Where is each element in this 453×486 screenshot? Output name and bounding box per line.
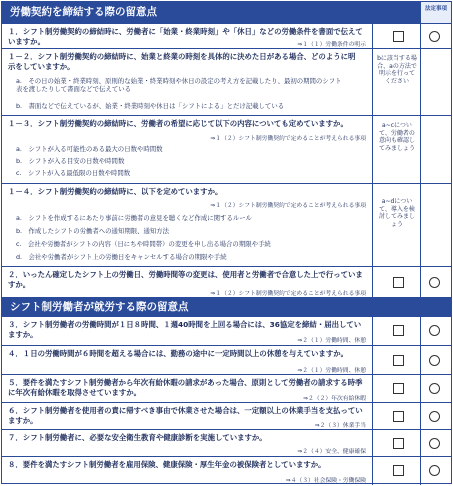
reference: ⇒２（１）労働時間、休憩: [297, 338, 366, 344]
checklist-item-4: ４．１日の労働時間が６時間を超える場合には、勤務の途中に一定時間以上の休憩を与えていますか。 ⇒２（１）労働時間、休憩: [2, 345, 451, 375]
checkbox[interactable]: [393, 325, 404, 336]
divider: [372, 23, 373, 297]
reference: ⇒２（４）安全、健康確保: [297, 449, 366, 455]
checkbox[interactable]: [393, 465, 404, 476]
reference: ⇒１（２）シフト制労働契約で定めることが考えられる事項: [210, 203, 366, 209]
divider: [372, 317, 373, 485]
checklist-item-1-4: １－４．シフト制労働契約の締結時に、以下を定めていますか。 ⇒１（２）シフト制労働契約で定めることが考えられる事項 a. シフトを作成するにあたり事前に労働者の意見を聴くなど作成に関するルール b. 作成したシフトの労働者への通知期限、通知方法 c. 会社や労働者がシフトの内容（日にちや時間帯）の変更を申し出る場合の期限や手続 d. 会社や労働者がシフト上の労働日をキャンセルする場合の期限や手続 a~dについて、導入を検討してみましょう: [2, 183, 451, 267]
divider: [420, 23, 421, 297]
section-title: シフト制労働者が就労する際の留意点: [10, 301, 189, 313]
checklist-sheet: [1, 1, 452, 484]
checkbox[interactable]: [393, 411, 404, 422]
reference: ⇒２（１）労働時間、休憩: [297, 368, 366, 374]
checklist-item-8: ８．要件を満たすシフト制労働者を雇用保険、健康保険・厚生年金の被保険者としていますか。 ⇒４（３）社会保険・労働保険: [2, 456, 451, 485]
checklist-item-7: ７．シフト制労働者に、必要な安全衛生教育や健康診断を実施していますか。 ⇒２（４）安全、健康確保: [2, 429, 451, 457]
checkbox[interactable]: [393, 438, 404, 449]
advice-note: a~cについて、労働者の意向も確認してみましょう: [378, 122, 415, 152]
checklist-item-1-3: １－３．シフト制労働契約の締結時に、労働者の希望に応じて以下の内容についても定めていますか。 ⇒１（２）シフト制労働契約で定めることが考えられる事項 a. シフトが入る可能性のある最大の日数や時間数 b. シフトが入る目安の日数や時間数 c. シフトが入る最低限の日数や時間数 a~cについて、労働者の意向も確認してみましょう: [2, 115, 451, 184]
reference: ⇒２（２）年次有給休暇: [303, 396, 366, 402]
legal-item-column-header: 法定事項: [421, 2, 451, 23]
legal-item-circle: [429, 31, 440, 42]
section-title: 労働契約を締結する際の留意点: [10, 6, 157, 18]
reference: ⇒１（１）労働条件の明示: [297, 42, 366, 48]
legal-item-circle: [429, 383, 440, 394]
divider: [420, 317, 421, 485]
reference: ⇒４（３）社会保険・労働保険: [285, 478, 366, 484]
checklist-item-6: ６．シフト制労働者を使用者の責に帰すべき事由で休業させた場合は、一定額以上の休業手当を支払っていますか。 ⇒２（３）休業手当: [2, 402, 451, 430]
checklist-item-5: ５．要件を満たすシフト制労働者から年次有給休暇の請求があった場合、原則として労働者の請求する時季に年次有給休暇を取得させていますか。 ⇒２（２）年次有給休暇: [2, 374, 451, 403]
advice-note: a~dについて、導入を検討してみましょう: [378, 198, 415, 228]
legal-item-circle: [429, 438, 440, 449]
reference: ⇒２（３）休業手当: [314, 423, 366, 429]
legal-item-circle: [429, 355, 440, 366]
checklist-item-1: １．シフト制労働契約の締結時に、労働者に「始業・終業時刻」や「休日」などの労働条件を書面で伝えていますか。 ⇒１（１）労働条件の明示: [2, 23, 451, 49]
section-header-contract: [2, 2, 451, 23]
checkbox[interactable]: [393, 355, 404, 366]
reference: ⇒１（２）シフト制労働契約で定めることが考えられる事項: [210, 136, 366, 142]
legal-item-circle: [429, 325, 440, 336]
legal-item-circle: [429, 465, 440, 476]
legal-item-circle: [429, 411, 440, 422]
section-header-work: [2, 297, 451, 317]
advice-note: bに該当する場合、aの方法で明示を行ってください: [377, 55, 417, 85]
checkbox[interactable]: [393, 383, 404, 394]
checklist-item-1-2: １－２．シフト制労働契約の締結時に、始業と終業の時刻を具体的に決めた日がある場合、どのように明示をしていますか。 a. その日の始業・終業時刻、原則的な始業・終業時刻や休日の設定の考え方を記載したり、最初の期間のシフト表を渡したりして書面などで伝えている b. 書面などで伝えているが、始業・終業時刻や休日は「シフトによる」とだけ記載している bに該当する場合、aの方法で明示を行ってください: [2, 48, 451, 116]
reference: ⇒１（２）シフト制労働契約で定めることが考えられる事項: [210, 291, 366, 297]
checkbox[interactable]: [393, 31, 404, 42]
checklist-item-2: ２．いったん確定したシフト上の労働日、労働時間等の変更は、使用者と労働者で合意した上で行っていますか。 ⇒１（２）シフト制労働契約で定めることが考えられる事項: [2, 266, 451, 298]
legal-item-circle: [429, 277, 440, 288]
checklist-item-3: ３．シフト制労働者の労働時間が１日８時間、１週40時間を上回る場合には、36協定を締結・届出していますか。 ⇒２（１）労働時間、休憩: [2, 317, 451, 345]
checkbox[interactable]: [393, 277, 404, 288]
